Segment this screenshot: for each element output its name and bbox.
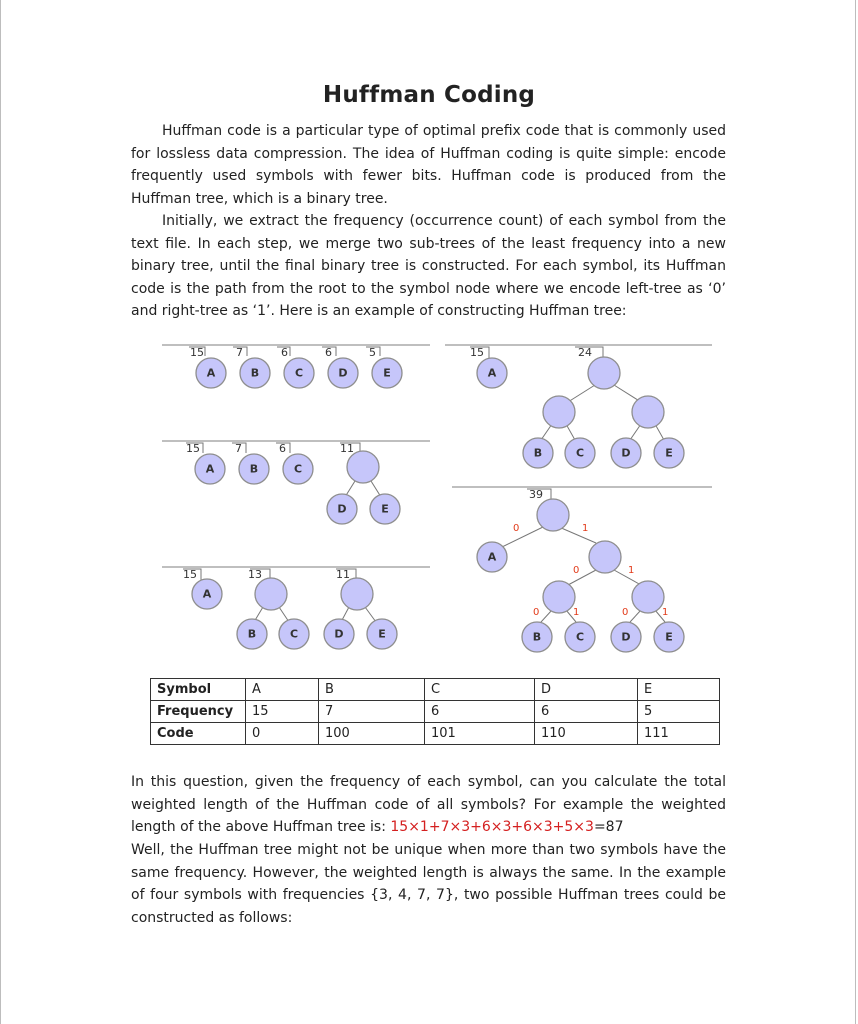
intro-paragraph: Huffman code is a particular type of optimal prefix code that is commonly used for lossless data compression. The idea of Huffman coding is quite simple: encode frequently used symbols with fewer bits. Huffman code is produced from the Huffman tree, which is a binary tree. bbox=[131, 123, 726, 207]
tree-edge bbox=[541, 610, 552, 622]
tree-edge bbox=[541, 424, 552, 440]
tree-edge bbox=[630, 424, 641, 440]
edge-bit-label: 1 bbox=[573, 607, 580, 618]
step2-trees bbox=[186, 442, 400, 524]
freq-label: 39 bbox=[529, 488, 543, 501]
table-cell: 111 bbox=[638, 723, 720, 745]
symbol-label: E bbox=[665, 446, 673, 460]
table-cell: D bbox=[535, 679, 638, 701]
symbol-label: C bbox=[575, 630, 585, 644]
freq-label: 7 bbox=[235, 442, 242, 455]
freq-label: 24 bbox=[578, 346, 592, 359]
symbol-label: D bbox=[337, 502, 347, 516]
tree-edge bbox=[568, 385, 595, 402]
tree-edge bbox=[279, 607, 289, 622]
table-cell: C bbox=[425, 679, 535, 701]
step3-trees bbox=[183, 568, 397, 649]
table-cell: 7 bbox=[319, 701, 425, 723]
symbol-label: D bbox=[334, 627, 344, 641]
symbol-label: D bbox=[621, 446, 631, 460]
question-text: In this question, given the frequency of each symbol, can you calculate the total weighted length of the Huffman code of all symbols? For example the weighted length of the above Huffman tree is: bbox=[131, 774, 726, 835]
freq-label: 15 bbox=[470, 346, 484, 359]
symbol-label: D bbox=[621, 630, 631, 644]
table-cell: A bbox=[246, 679, 319, 701]
edge-bit-label: 0 bbox=[533, 607, 540, 618]
tree-edge bbox=[500, 527, 543, 548]
table-cell: 110 bbox=[535, 723, 638, 745]
table-row bbox=[151, 679, 720, 701]
table-cell: 5 bbox=[638, 701, 720, 723]
symbol-label: B bbox=[532, 630, 542, 644]
freq-label: 15 bbox=[190, 346, 204, 359]
tree-node bbox=[632, 396, 664, 428]
weighted-length-formula: 15×1+7×3+6×3+6×3+5×3 bbox=[390, 819, 594, 835]
tree-node bbox=[341, 578, 373, 610]
symbol-label: E bbox=[383, 366, 391, 380]
freq-label: 11 bbox=[340, 442, 354, 455]
tree-node bbox=[347, 451, 379, 483]
symbol-label: B bbox=[533, 446, 543, 460]
freq-label: 7 bbox=[236, 346, 243, 359]
tree-edge bbox=[614, 385, 641, 402]
question-paragraph bbox=[131, 771, 726, 839]
table-header: Code bbox=[151, 723, 246, 745]
tree-edge bbox=[365, 607, 376, 622]
symbol-label: C bbox=[294, 366, 304, 380]
table-cell: 101 bbox=[425, 723, 535, 745]
table-cell: 100 bbox=[319, 723, 425, 745]
freq-label: 15 bbox=[183, 568, 197, 581]
symbol-label: A bbox=[205, 462, 215, 476]
table-row bbox=[151, 723, 720, 745]
table-cell: E bbox=[638, 679, 720, 701]
edge-bit-label: 0 bbox=[513, 523, 520, 534]
symbol-label: E bbox=[378, 627, 386, 641]
step4-trees bbox=[470, 346, 684, 468]
method-paragraph: Initially, we extract the frequency (occurrence count) of each symbol from the text file. In each step, we merge two sub-trees of the least frequency into a new binary tree, until the final binary tree is constructed. For each symbol, its Huffman code is the path from the root to the symbol node where we encode left-tree as ‘0’ and right-tree as ‘1’. Here is an example of constructing Huffman tree: bbox=[131, 213, 726, 319]
symbol-label: C bbox=[575, 446, 585, 460]
tree-node bbox=[537, 499, 569, 531]
symbol-label: A bbox=[487, 550, 497, 564]
edge-bit-label: 0 bbox=[622, 607, 629, 618]
table-cell: B bbox=[319, 679, 425, 701]
huffman-code-table bbox=[150, 678, 720, 745]
symbol-label: A bbox=[487, 366, 497, 380]
symbol-label: D bbox=[338, 366, 348, 380]
tree-node bbox=[255, 578, 287, 610]
table-cell: 6 bbox=[535, 701, 638, 723]
table-header: Symbol bbox=[151, 679, 246, 701]
tree-edge bbox=[559, 527, 596, 543]
freq-label: 6 bbox=[325, 346, 332, 359]
tree-edge bbox=[630, 610, 641, 622]
symbol-label: A bbox=[202, 587, 212, 601]
symbol-label: A bbox=[206, 366, 216, 380]
edge-bit-label: 1 bbox=[582, 523, 589, 534]
symbol-label: B bbox=[249, 462, 259, 476]
tree-node bbox=[543, 396, 575, 428]
edge-bit-label: 0 bbox=[573, 565, 580, 576]
symbol-label: E bbox=[381, 502, 389, 516]
weighted-length-result: =87 bbox=[593, 819, 624, 835]
freq-label: 5 bbox=[369, 346, 376, 359]
symbol-label: B bbox=[247, 627, 257, 641]
freq-label: 6 bbox=[281, 346, 288, 359]
table-cell: 15 bbox=[246, 701, 319, 723]
tree-node bbox=[543, 581, 575, 613]
final-huffman-tree bbox=[477, 488, 684, 652]
page-title: Huffman Coding bbox=[322, 82, 536, 108]
step1-trees bbox=[189, 346, 402, 388]
tree-node bbox=[589, 541, 621, 573]
table-cell: 6 bbox=[425, 701, 535, 723]
symbol-label: C bbox=[293, 462, 303, 476]
uniqueness-paragraph: Well, the Huffman tree might not be unique when more than two symbols have the same frequency. However, the weighted length is always the same. In the example of four symbols with frequencies {3, 4, 7, 7}, two possible Huffman trees could be constructed as follows: bbox=[131, 842, 726, 926]
freq-label: 15 bbox=[186, 442, 200, 455]
symbol-label: E bbox=[665, 630, 673, 644]
freq-label: 13 bbox=[248, 568, 262, 581]
tree-node bbox=[632, 581, 664, 613]
freq-label: 11 bbox=[336, 568, 350, 581]
symbol-label: C bbox=[289, 627, 299, 641]
table-cell: 0 bbox=[246, 723, 319, 745]
edge-bit-label: 1 bbox=[662, 607, 669, 618]
edge-bit-label: 1 bbox=[628, 565, 635, 576]
freq-label: 6 bbox=[279, 442, 286, 455]
tree-node bbox=[588, 357, 620, 389]
table-row bbox=[151, 701, 720, 723]
symbol-label: B bbox=[250, 366, 260, 380]
table-header: Frequency bbox=[151, 701, 246, 723]
